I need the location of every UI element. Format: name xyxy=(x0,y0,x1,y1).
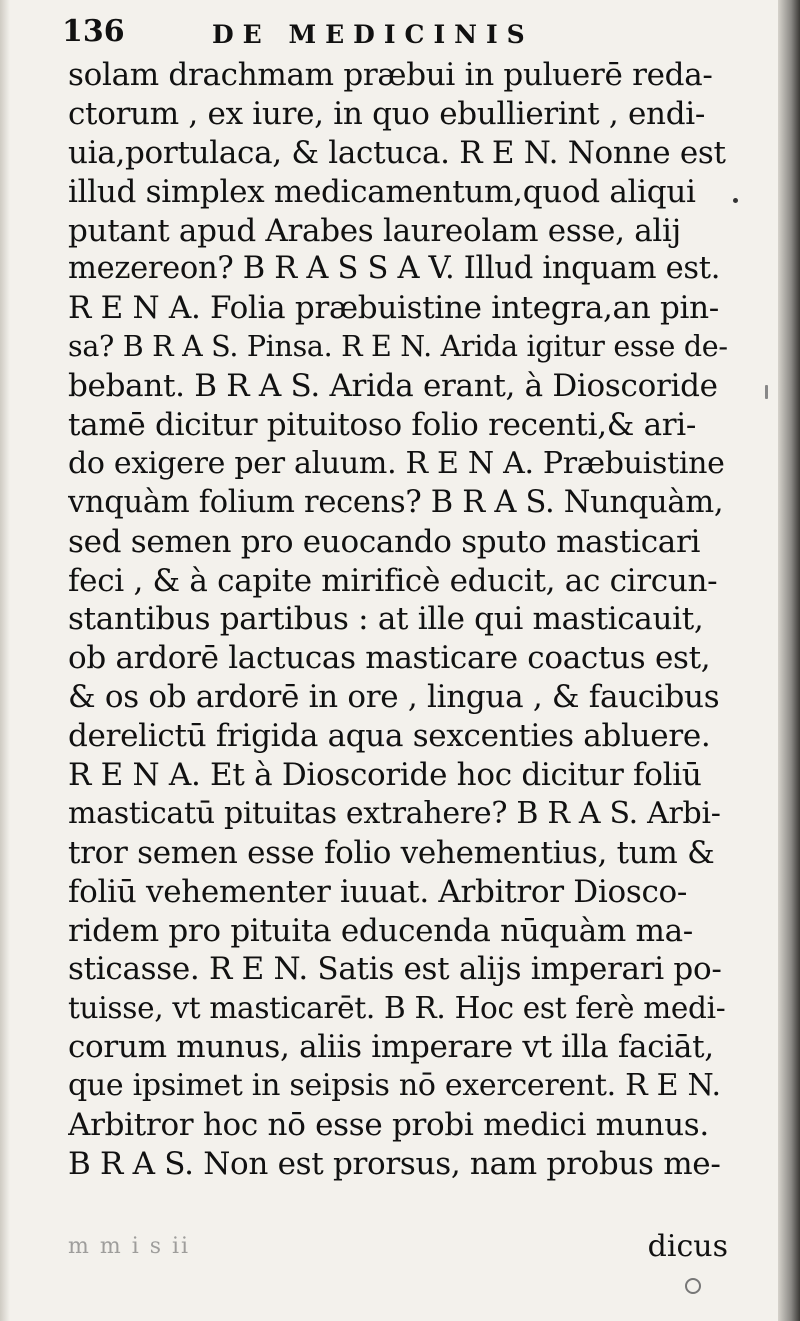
text-line: sed semen pro euocando sputo masticari xyxy=(68,523,701,560)
text-line: que ipsimet in seipsis nō exercerent. R E N. xyxy=(68,1068,721,1104)
text-line: ridem pro pituita educenda nūquàm ma- xyxy=(68,912,693,949)
catchword: dicus xyxy=(647,1229,728,1264)
text-line: ob ardorē lactucas masticare coactus est, xyxy=(68,640,711,677)
text-line: & os ob ardorē in ore , lingua , & faucibus xyxy=(68,679,720,716)
text-line: masticatū pituitas extrahere? B R A S. Arbi- xyxy=(68,795,721,831)
text-line: R E N A. Et à Dioscoride hoc dicitur foliū xyxy=(68,757,702,794)
text-line: corum munus, aliis imperare vt illa faciāt, xyxy=(68,1029,714,1066)
ink-speck xyxy=(733,198,738,203)
body-text xyxy=(68,56,728,1184)
text-line: derelictū frigida aqua sexcenties abluere. xyxy=(68,718,711,755)
text-line: ctorum , ex iure, in quo ebullierint , endi- xyxy=(68,95,706,132)
text-line: uia,portulaca, & lactuca. R E N. Nonne est xyxy=(68,134,726,171)
page-left-edge xyxy=(0,0,10,1321)
text-line: tamē dicitur pituitoso folio recenti,& ari- xyxy=(68,407,697,444)
text-line: solam drachmam præbui in puluerē reda- xyxy=(68,57,713,93)
text-line: sticasse. R E N. Satis est alijs imperari po- xyxy=(68,951,722,988)
text-line: foliū vehementer iuuat. Arbitror Diosco- xyxy=(68,873,688,910)
text-line: sa? B R A S. Pinsa. R E N. Arida igitur esse de- xyxy=(68,330,728,364)
signature-mark: m m i s ii xyxy=(68,1234,191,1259)
text-line: tror semen esse folio vehementius, tum & xyxy=(68,834,715,871)
text-line: Arbitror hoc nō esse probi medici munus. xyxy=(68,1107,709,1144)
text-line: feci , & à capite mirificè educit, ac circun- xyxy=(68,562,718,599)
text-line: vnquàm folium recens? B R A S. Nunquàm, xyxy=(68,484,724,520)
text-line: do exigere per aluum. R E N A. Præbuistine xyxy=(68,445,725,481)
page-header xyxy=(62,10,582,50)
text-line: illud simplex medicamentum,quod aliqui xyxy=(68,173,696,210)
page-footer xyxy=(68,1228,728,1268)
text-line: bebant. B R A S. Arida erant, à Dioscoride xyxy=(68,368,718,405)
text-line: B R A S. Non est prorsus, nam probus me- xyxy=(68,1145,721,1182)
book-binding-shadow xyxy=(778,0,800,1321)
text-line: stantibus partibus : at ille qui masticauit, xyxy=(68,601,704,638)
ink-speck xyxy=(685,1278,701,1294)
running-head: DE MEDICINIS xyxy=(212,20,534,49)
text-line: putant apud Arabes laureolam esse, alij xyxy=(68,212,681,249)
text-line: mezereon? B R A S S A V. Illud inquam est. xyxy=(68,251,721,287)
text-line: R E N A. Folia præbuistine integra,an pin- xyxy=(68,290,719,327)
text-line: tuisse, vt masticarēt. B R. Hoc est ferè medi- xyxy=(68,991,726,1026)
ink-speck xyxy=(765,385,768,399)
page-number: 136 xyxy=(62,14,125,49)
